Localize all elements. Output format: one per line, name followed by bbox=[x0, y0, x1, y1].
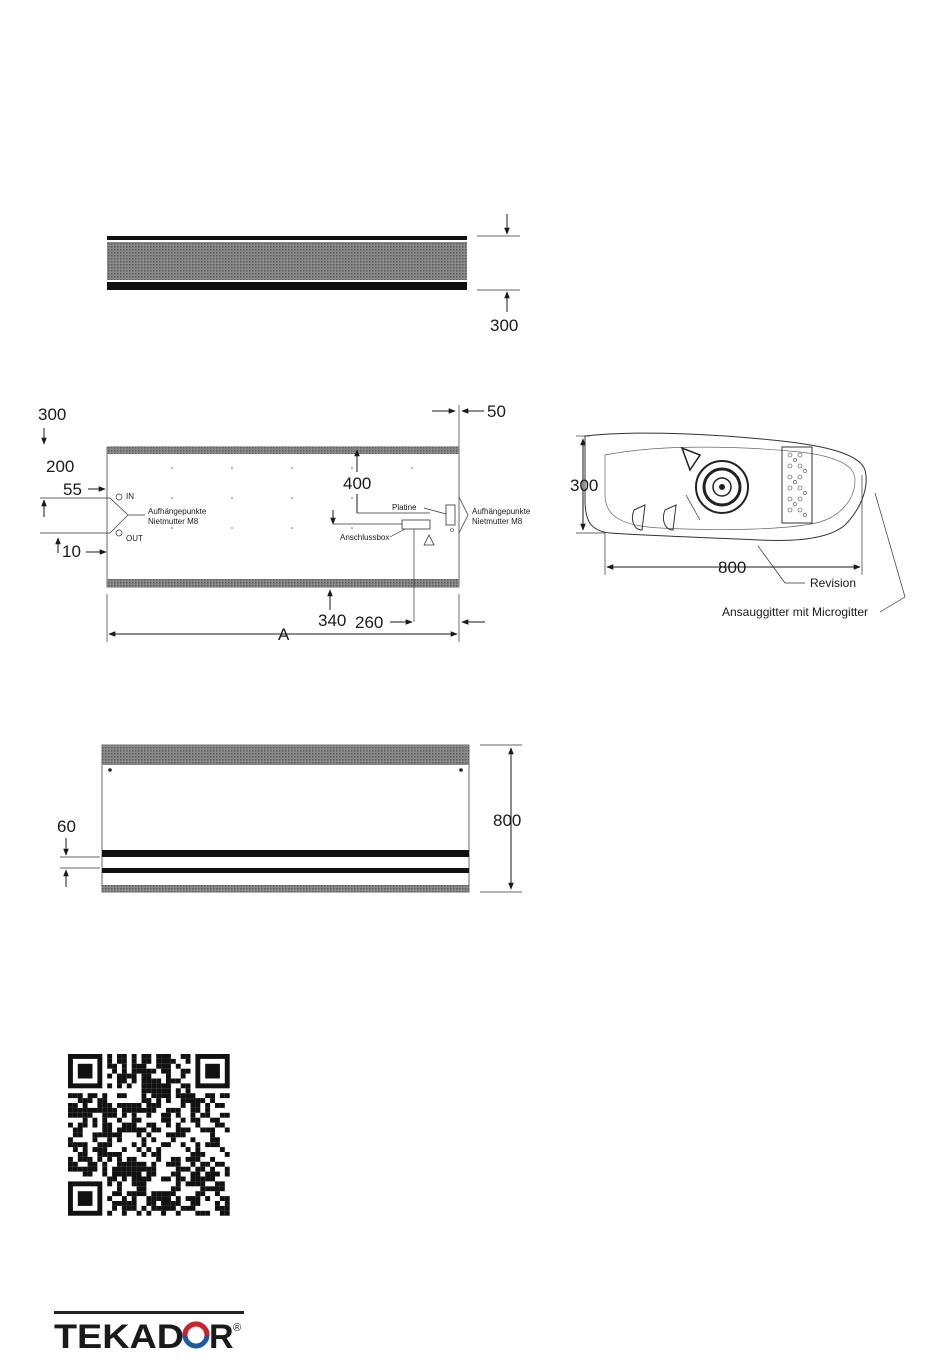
tekadoor-logo bbox=[54, 1311, 244, 1356]
anschlussbox-label: Anschlussbox bbox=[340, 533, 390, 542]
front-view bbox=[38, 402, 531, 644]
out-fitting bbox=[116, 530, 122, 536]
front-view-dim-340: 340 bbox=[318, 611, 347, 630]
front-view-dim-10: 10 bbox=[62, 542, 81, 561]
bottom-view-dim-800: 800 bbox=[493, 811, 522, 830]
side-view-housing bbox=[585, 433, 866, 540]
in-label: IN bbox=[126, 492, 134, 501]
bottom-view-stripe-1 bbox=[102, 850, 469, 857]
hang-left-label-1: Aufhängepunkte bbox=[148, 507, 207, 516]
out-label: OUT bbox=[126, 534, 143, 543]
front-view-top-band bbox=[107, 447, 459, 454]
bottom-view bbox=[57, 745, 522, 892]
bottom-view-dim-60: 60 bbox=[57, 817, 76, 836]
front-view-dim-260: 260 bbox=[355, 613, 384, 632]
bottom-view-bottom-band bbox=[102, 885, 469, 892]
top-view-dim-300: 300 bbox=[490, 316, 519, 335]
side-view-inner bbox=[605, 447, 855, 529]
front-view-dim-50: 50 bbox=[487, 402, 506, 421]
bottom-view-stripe-2 bbox=[102, 868, 469, 873]
registered-mark: ® bbox=[233, 1322, 242, 1334]
top-view-body bbox=[107, 242, 467, 280]
platine-box bbox=[446, 505, 455, 525]
hang-left-label-2: Nietmutter M8 bbox=[148, 517, 199, 526]
in-fitting bbox=[116, 494, 122, 500]
logo-text-1: TEKAD bbox=[54, 1318, 184, 1356]
platine-label: Platine bbox=[392, 503, 417, 512]
front-view-dim-a: A bbox=[278, 625, 290, 644]
top-view bbox=[107, 214, 520, 335]
side-view bbox=[570, 433, 905, 619]
front-view-dim-400: 400 bbox=[343, 474, 372, 493]
anschlussbox bbox=[402, 520, 430, 529]
hang-right-label-2: Nietmutter M8 bbox=[472, 517, 523, 526]
front-view-dim-300: 300 bbox=[38, 405, 67, 424]
front-view-bottom-band bbox=[107, 579, 459, 587]
top-view-frame-top bbox=[107, 236, 467, 240]
nozzle-2 bbox=[663, 505, 676, 530]
hang-right-label-1: Aufhängepunkte bbox=[472, 507, 531, 516]
front-view-dim-200: 200 bbox=[46, 457, 75, 476]
front-view-dim-55: 55 bbox=[63, 480, 82, 499]
qr-code bbox=[66, 1052, 234, 1220]
top-view-frame-bottom bbox=[107, 282, 467, 290]
intake-grid bbox=[782, 447, 812, 523]
warning-icon bbox=[424, 535, 434, 545]
logo-text-2: R bbox=[209, 1318, 234, 1356]
revision-label: Revision bbox=[810, 576, 857, 590]
side-view-dim-800: 800 bbox=[718, 558, 747, 577]
bottom-view-top-band bbox=[102, 745, 469, 765]
intake-label: Ansauggitter mit Microgitter bbox=[722, 605, 869, 619]
fan-icon bbox=[682, 448, 748, 520]
side-view-dim-300: 300 bbox=[570, 476, 599, 495]
logo-o-icon bbox=[185, 1324, 207, 1346]
